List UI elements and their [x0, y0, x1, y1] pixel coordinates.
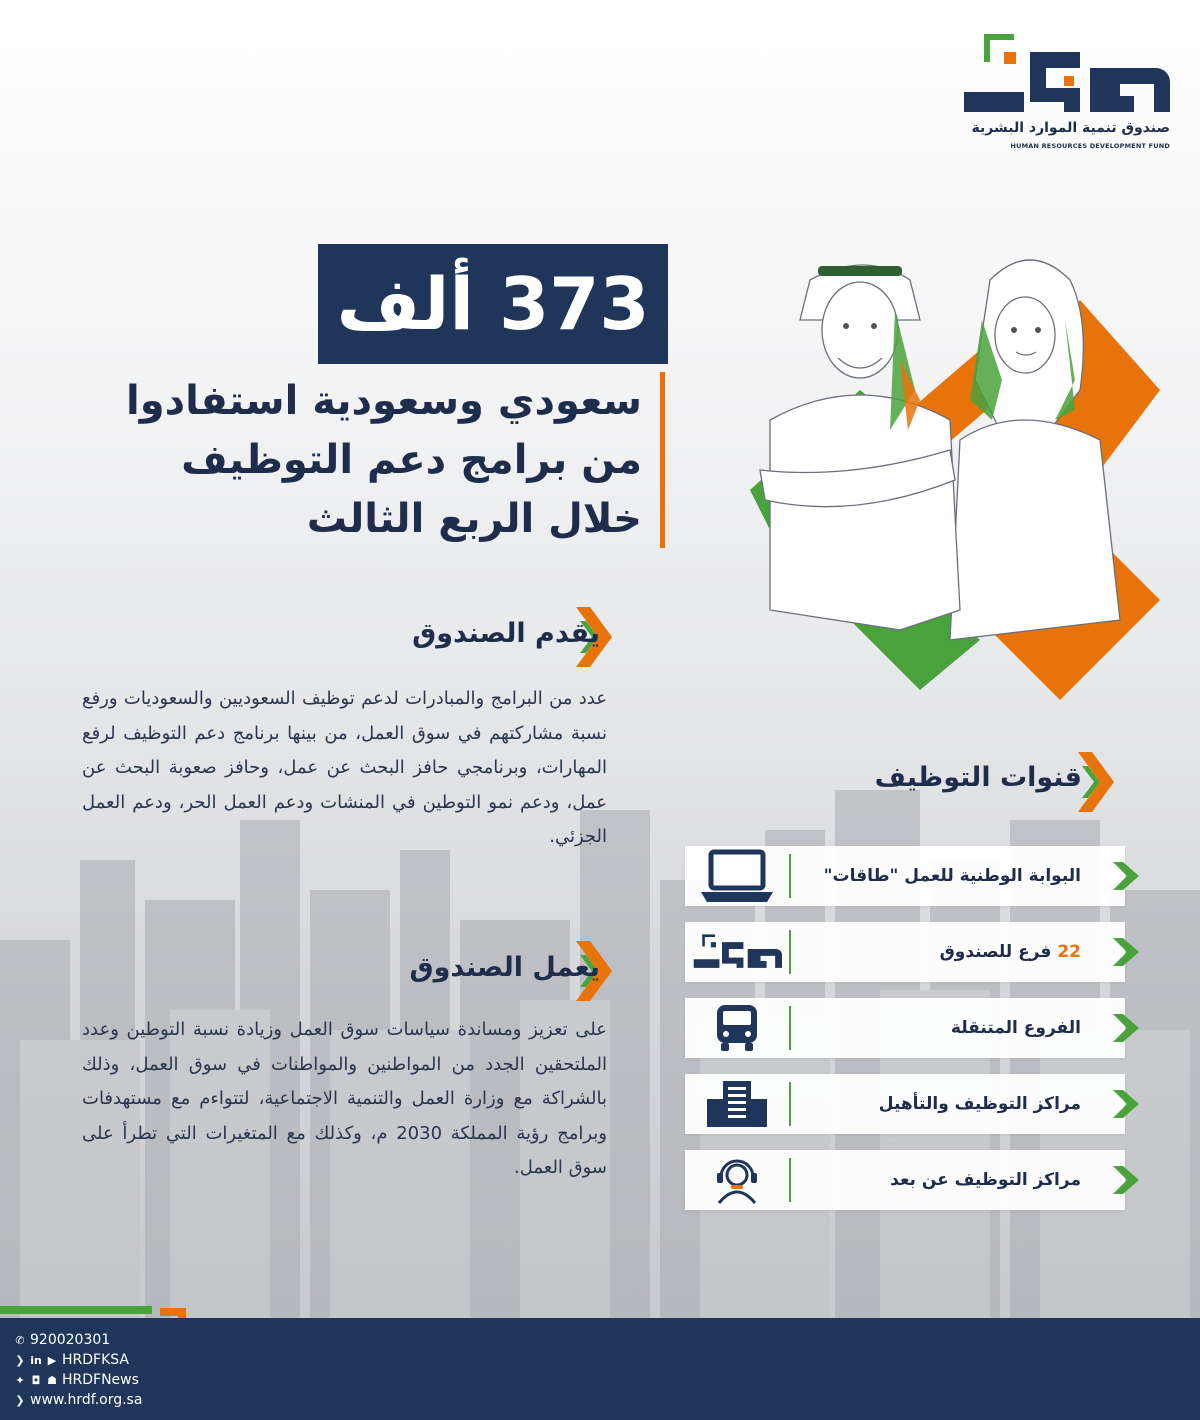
- channel-label: مراكز التوظيف عن بعد: [890, 1170, 1081, 1190]
- linkedin-icon: in: [30, 1353, 42, 1367]
- section-heading-works: يعمل الصندوق: [409, 952, 600, 983]
- green-chevron-icon: [1113, 862, 1139, 890]
- green-chevron-icon: [1113, 1166, 1139, 1194]
- hrdf-logo-icon: [685, 922, 789, 982]
- big-number-box: [318, 244, 668, 364]
- channels-heading: قنوات التوظيف: [874, 762, 1082, 793]
- big-number: 373 ألف: [336, 262, 650, 346]
- footer-green-strip: [0, 1306, 152, 1314]
- twitter-icon: ✦: [15, 1373, 25, 1387]
- section-offers-body: عدد من البرامج والمبادرات لدعم توظيف السعوديين والسعوديات ورفع نسبة مشاركتهم في سوق العمل، من بينها برنامج دعم التوظيف لرفع المهارات، وبرنامجي حافز البحث عن عمل، وحافز صعوبة البحث عن عمل، ودعم نمو التوطين في المنشات ودعم العمل الحر، ودعم العمل الجزئي.: [82, 688, 607, 847]
- channel-row-branches: [685, 922, 1125, 982]
- saudi-man-woman-illustration: [720, 240, 1170, 710]
- social-handle-1[interactable]: HRDFKSA: [62, 1352, 129, 1368]
- green-chevron-icon: [1113, 1014, 1139, 1042]
- phone-icon: ✆: [15, 1333, 25, 1347]
- agal-band: [818, 266, 902, 276]
- instagram-icon: ◘: [31, 1373, 41, 1387]
- headset-icon: [685, 1150, 789, 1210]
- contact-social-2: [14, 1372, 139, 1388]
- laptop-icon: [685, 846, 789, 906]
- building-icon: [685, 1074, 789, 1134]
- youtube-icon: ▶: [47, 1353, 57, 1367]
- chevron-right-icon: ❯: [15, 1353, 25, 1367]
- headline-line-3: خلال الربع الثالث: [306, 496, 642, 542]
- hrdf-logo: [950, 30, 1170, 160]
- contact-social-1: [14, 1352, 129, 1368]
- phone-number: 920020301: [30, 1332, 111, 1348]
- social-handle-2[interactable]: HRDFNews: [62, 1372, 139, 1388]
- contact-phone: [14, 1332, 110, 1348]
- headline-line-1: سعودي وسعودية استفادوا: [126, 378, 642, 424]
- channel-row-mobile-branches: [685, 998, 1125, 1058]
- green-chevron-icon: [1113, 938, 1139, 966]
- channel-label: [791, 942, 1125, 962]
- channel-row-employment-centers: [685, 1074, 1125, 1134]
- hrdf-logo-icon: [960, 30, 1170, 120]
- channel-row-remote-centers: [685, 1150, 1125, 1210]
- footer: [0, 1318, 1200, 1420]
- channel-label: البوابة الوطنية للعمل "طاقات": [823, 866, 1081, 886]
- branch-label: فرع للصندوق: [939, 942, 1052, 962]
- orange-chevron-icon: [1078, 752, 1114, 812]
- channel-label: مراكز التوظيف والتأهيل: [878, 1094, 1081, 1114]
- section-heading-offers: يقدم الصندوق: [412, 618, 600, 649]
- headline-block: [60, 372, 665, 548]
- section-works-body: على تعزيز ومساندة سياسات سوق العمل وزيادة نسبة التوطين وعدد الملتحقين الجدد من المواطنين والمواطنات في سوق العمل، وذلك بالشراكة مع وزارة العمل والتنمية الاجتماعية، لتتواءم مع مستهدفات وبرامج رؤية المملكة 2030 م، وكذلك مع المتغيرات التي تطرأ على سوق العمل.: [82, 1019, 607, 1178]
- headline-line-2: من برامج دعم التوظيف: [181, 437, 642, 483]
- green-chevron-icon: [1113, 1090, 1139, 1118]
- chevron-right-icon: ❯: [15, 1393, 25, 1407]
- channel-row-taqat: [685, 846, 1125, 906]
- contact-website: [14, 1392, 142, 1408]
- branch-count: 22: [1057, 942, 1081, 962]
- channel-label: الفروع المتنقلة: [950, 1018, 1081, 1038]
- logo-english-name: HUMAN RESOURCES DEVELOPMENT FUND: [1010, 142, 1170, 150]
- logo-arabic-name: صندوق تنمية الموارد البشرية: [971, 120, 1170, 136]
- snapchat-icon: ☗: [47, 1373, 57, 1387]
- website-link[interactable]: www.hrdf.org.sa: [30, 1392, 143, 1408]
- bus-icon: [685, 998, 789, 1058]
